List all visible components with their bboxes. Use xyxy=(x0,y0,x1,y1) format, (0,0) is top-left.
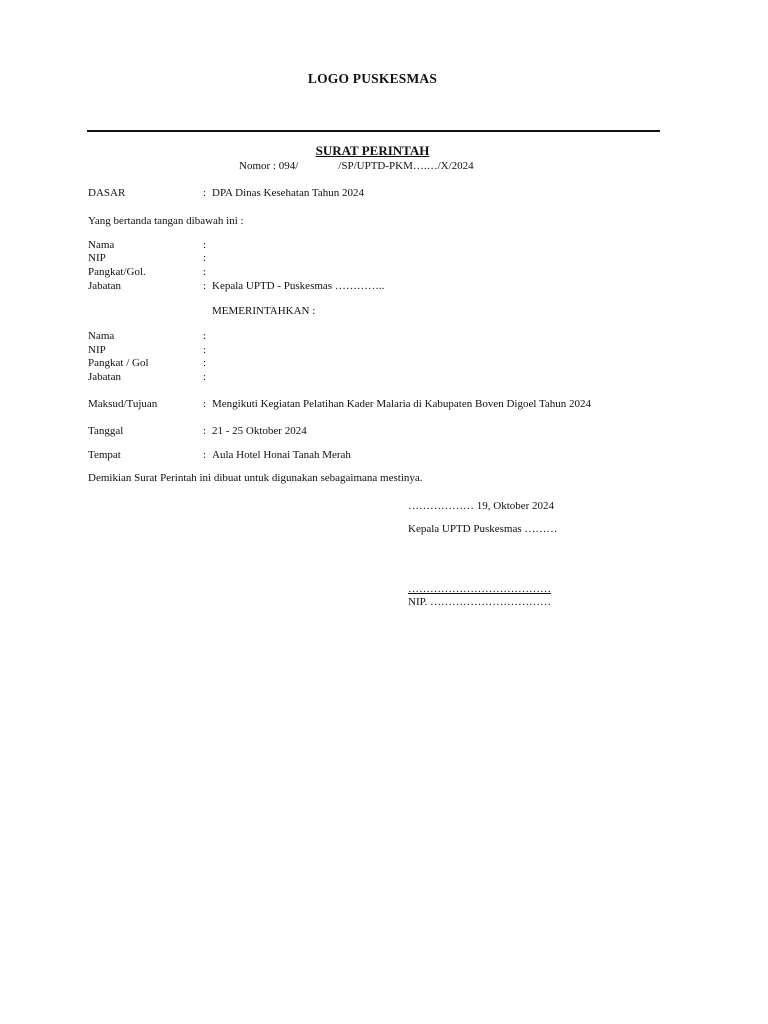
assignee-nip-label: NIP xyxy=(88,344,106,356)
signer-pangkat-label: Pangkat/Gol. xyxy=(88,266,146,278)
signature-nip-line: NIP. …………………………… xyxy=(408,596,552,608)
signature-name-line: ………………………………… xyxy=(408,583,551,595)
signer-nama-colon: : xyxy=(203,239,207,251)
maksud-label: Maksud/Tujuan xyxy=(88,398,158,410)
maksud-value: Mengikuti Kegiatan Pelatihan Kader Malaria di Kabupaten Boven Digoel Tahun 2024 xyxy=(212,398,592,410)
assignee-nama-colon: : xyxy=(203,330,207,342)
assignee-pangkat-label: Pangkat / Gol xyxy=(88,357,149,369)
logo-placeholder: LOGO PUSKESMAS xyxy=(307,71,438,86)
signature-position: Kepala UPTD Puskesmas ……… xyxy=(408,523,558,535)
signer-jabatan-colon: : xyxy=(203,280,207,292)
dasar-label: DASAR xyxy=(88,187,126,199)
maksud-colon: : xyxy=(203,398,207,410)
signer-nip-label: NIP xyxy=(88,252,106,264)
tanggal-label: Tanggal xyxy=(88,425,124,437)
tempat-value: Aula Hotel Honai Tanah Merah xyxy=(212,449,351,461)
document-number-suffix: /SP/UPTD-PKM….…/X/2024 xyxy=(338,160,474,172)
intro-text: Yang bertanda tangan dibawah ini : xyxy=(88,215,244,227)
assignee-jabatan-label: Jabatan xyxy=(88,371,121,383)
signer-jabatan-value: Kepala UPTD - Puskesmas ………….. xyxy=(212,280,385,292)
signer-nip-colon: : xyxy=(203,252,207,264)
assignee-nama-label: Nama xyxy=(88,330,115,342)
closing-text: Demikian Surat Perintah ini dibuat untuk digunakan sebagaimana mestinya. xyxy=(88,472,423,484)
document-title: SURAT PERINTAH xyxy=(315,143,430,158)
document-number xyxy=(239,160,474,172)
assignee-nip-colon: : xyxy=(203,344,207,356)
command-heading: MEMERINTAHKAN : xyxy=(212,305,316,317)
signer-jabatan-label: Jabatan xyxy=(88,280,121,292)
document-number-prefix: Nomor : 094/ xyxy=(239,160,299,172)
header-divider xyxy=(87,130,660,132)
assignee-jabatan-colon: : xyxy=(203,371,207,383)
tanggal-colon: : xyxy=(203,425,207,437)
dasar-colon: : xyxy=(203,187,207,199)
tempat-colon: : xyxy=(203,449,207,461)
signer-nama-label: Nama xyxy=(88,239,115,251)
assignee-pangkat-colon: : xyxy=(203,357,207,369)
tempat-label: Tempat xyxy=(88,449,121,461)
tanggal-value: 21 - 25 Oktober 2024 xyxy=(212,425,307,437)
signer-pangkat-colon: : xyxy=(203,266,207,278)
dasar-value: DPA Dinas Kesehatan Tahun 2024 xyxy=(212,187,364,199)
signature-place-date: ……………… 19, Oktober 2024 xyxy=(408,500,555,512)
